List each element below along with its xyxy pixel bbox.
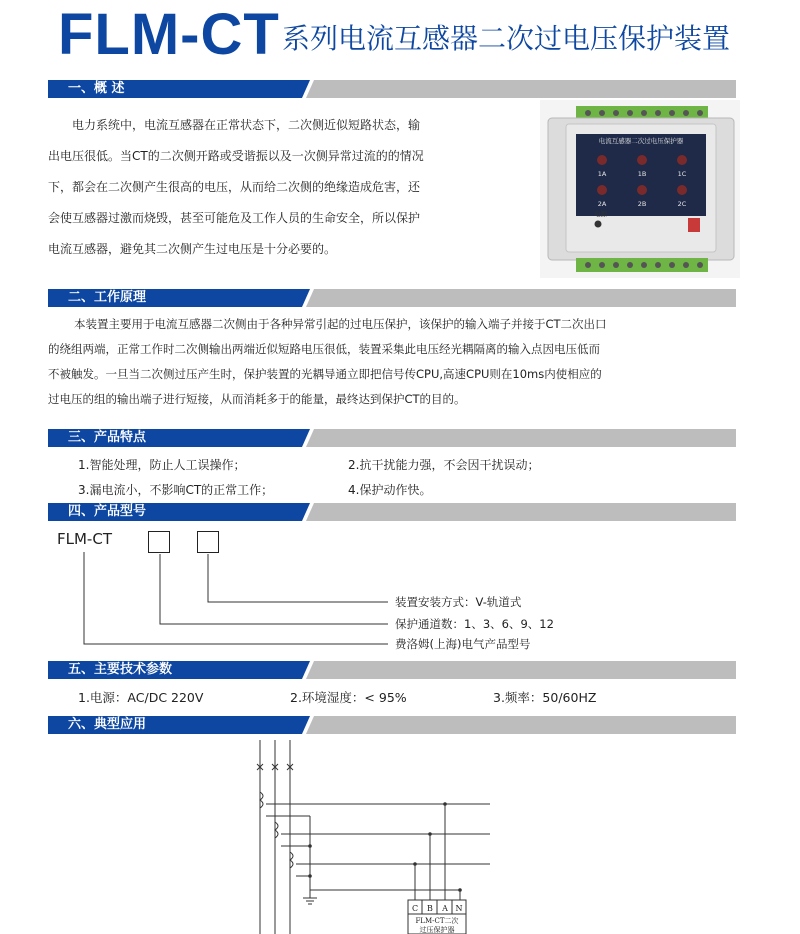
page-subtitle: 系列电流互感器二次过电压保护装置: [282, 22, 731, 55]
overview-line: 会使互感器过激而烧毁，甚至可能危及工作人员的生命安全，所以保护: [48, 211, 421, 225]
overview-text: [48, 110, 518, 265]
terminal-label: B: [427, 904, 433, 913]
section-title: 三、产品特点: [68, 430, 147, 445]
terminal-label: N: [455, 904, 463, 913]
terminal-label: A: [442, 904, 448, 913]
led-label: 1C: [677, 170, 687, 178]
led-label: 1A: [597, 170, 607, 178]
principle-line: 的绕组两端，正常工作时二次侧输出两端近似短路电压很低，装置采集此电压经光耦隔离的输入点因电压低而: [48, 342, 600, 356]
section-header-features: [48, 429, 736, 447]
section-title: 一、概 述: [68, 81, 125, 96]
section-header-application: [48, 716, 736, 734]
model-label-channels: 保护通道数：1、3、6、9、12: [395, 617, 554, 631]
led-label: 2A: [597, 200, 607, 208]
feature-item: 3.漏电流小，不影响CT的正常工作；: [78, 483, 274, 497]
model-code-box-mounting: [197, 531, 219, 553]
feature-item: 1.智能处理，防止人工误操作；: [78, 458, 246, 472]
protector-box-label: 过压保护器: [419, 926, 455, 934]
feature-item: 2.抗干扰能力强，不会因干扰误动；: [348, 458, 540, 472]
param-item: 1.电源：AC/DC 220V: [78, 690, 204, 705]
principle-line: 过电压的组的输出端子进行短接，从而消耗多于的能量，最终达到保护CT的目的。: [48, 392, 466, 406]
section-title: 六、典型应用: [68, 717, 147, 732]
model-name: FLM-CT: [57, 530, 112, 548]
terminal-label: C: [411, 904, 419, 913]
feature-item: 4.保护动作快。: [348, 483, 432, 497]
model-code-box-channels: [148, 531, 170, 553]
param-item: 2.环境湿度：< 95%: [290, 690, 407, 705]
led-label: 1B: [637, 170, 647, 178]
overview-line: 电力系统中，电流互感器在正常状态下，二次侧近似短路状态，输: [72, 118, 421, 132]
power-led-icon: [595, 221, 602, 228]
page-title: FLM-CT: [58, 2, 280, 67]
section-header-model: [48, 503, 736, 521]
overview-line: 下，都会在二次侧产生很高的电压，从而给二次侧的绝缘造成危害，还: [48, 180, 421, 194]
section-header-params: [48, 661, 736, 679]
principle-text: [48, 312, 748, 412]
overview-line: 电流互感器，避免其二次侧产生过电压是十分必要的。: [48, 242, 337, 256]
device-power-label: 电源: [594, 210, 607, 218]
device-panel-title: 电流互感器二次过电压保护器: [598, 137, 684, 145]
product-device-image: [540, 100, 740, 278]
overview-line: 出电压很低。当CT的二次侧开路或受谐振以及一次侧异常过流的的情况: [48, 149, 424, 163]
section-title: 四、产品型号: [68, 504, 147, 519]
principle-line: 不被触发。一旦当二次侧过压产生时，保护装置的光耦导通立即把信号传CPU,高速CPU则在10ms内使相应的: [48, 367, 602, 381]
section-title: 二、工作原理: [68, 290, 147, 305]
protector-box-label: FLM-CT二次: [415, 917, 459, 925]
principle-line: 本装置主要用于电流互感器二次侧由于各种异常引起的过电压保护，该保护的输入端子并接于CT二次出口: [74, 317, 607, 331]
section-title: 五、主要技术参数: [68, 662, 173, 677]
model-label-brand: 费洛姆(上海)电气产品型号: [395, 637, 531, 651]
section-header-principle: [48, 289, 736, 307]
page-header: [0, 0, 800, 70]
led-label: 2B: [637, 200, 647, 208]
section-header-overview: [48, 80, 736, 98]
led-label: 2C: [677, 200, 687, 208]
model-label-mounting: 装置安装方式：V-轨道式: [395, 595, 522, 609]
param-item: 3.频率：50/60HZ: [493, 690, 597, 705]
typical-application-diagram: [230, 740, 530, 934]
reset-button-icon: [688, 218, 700, 232]
